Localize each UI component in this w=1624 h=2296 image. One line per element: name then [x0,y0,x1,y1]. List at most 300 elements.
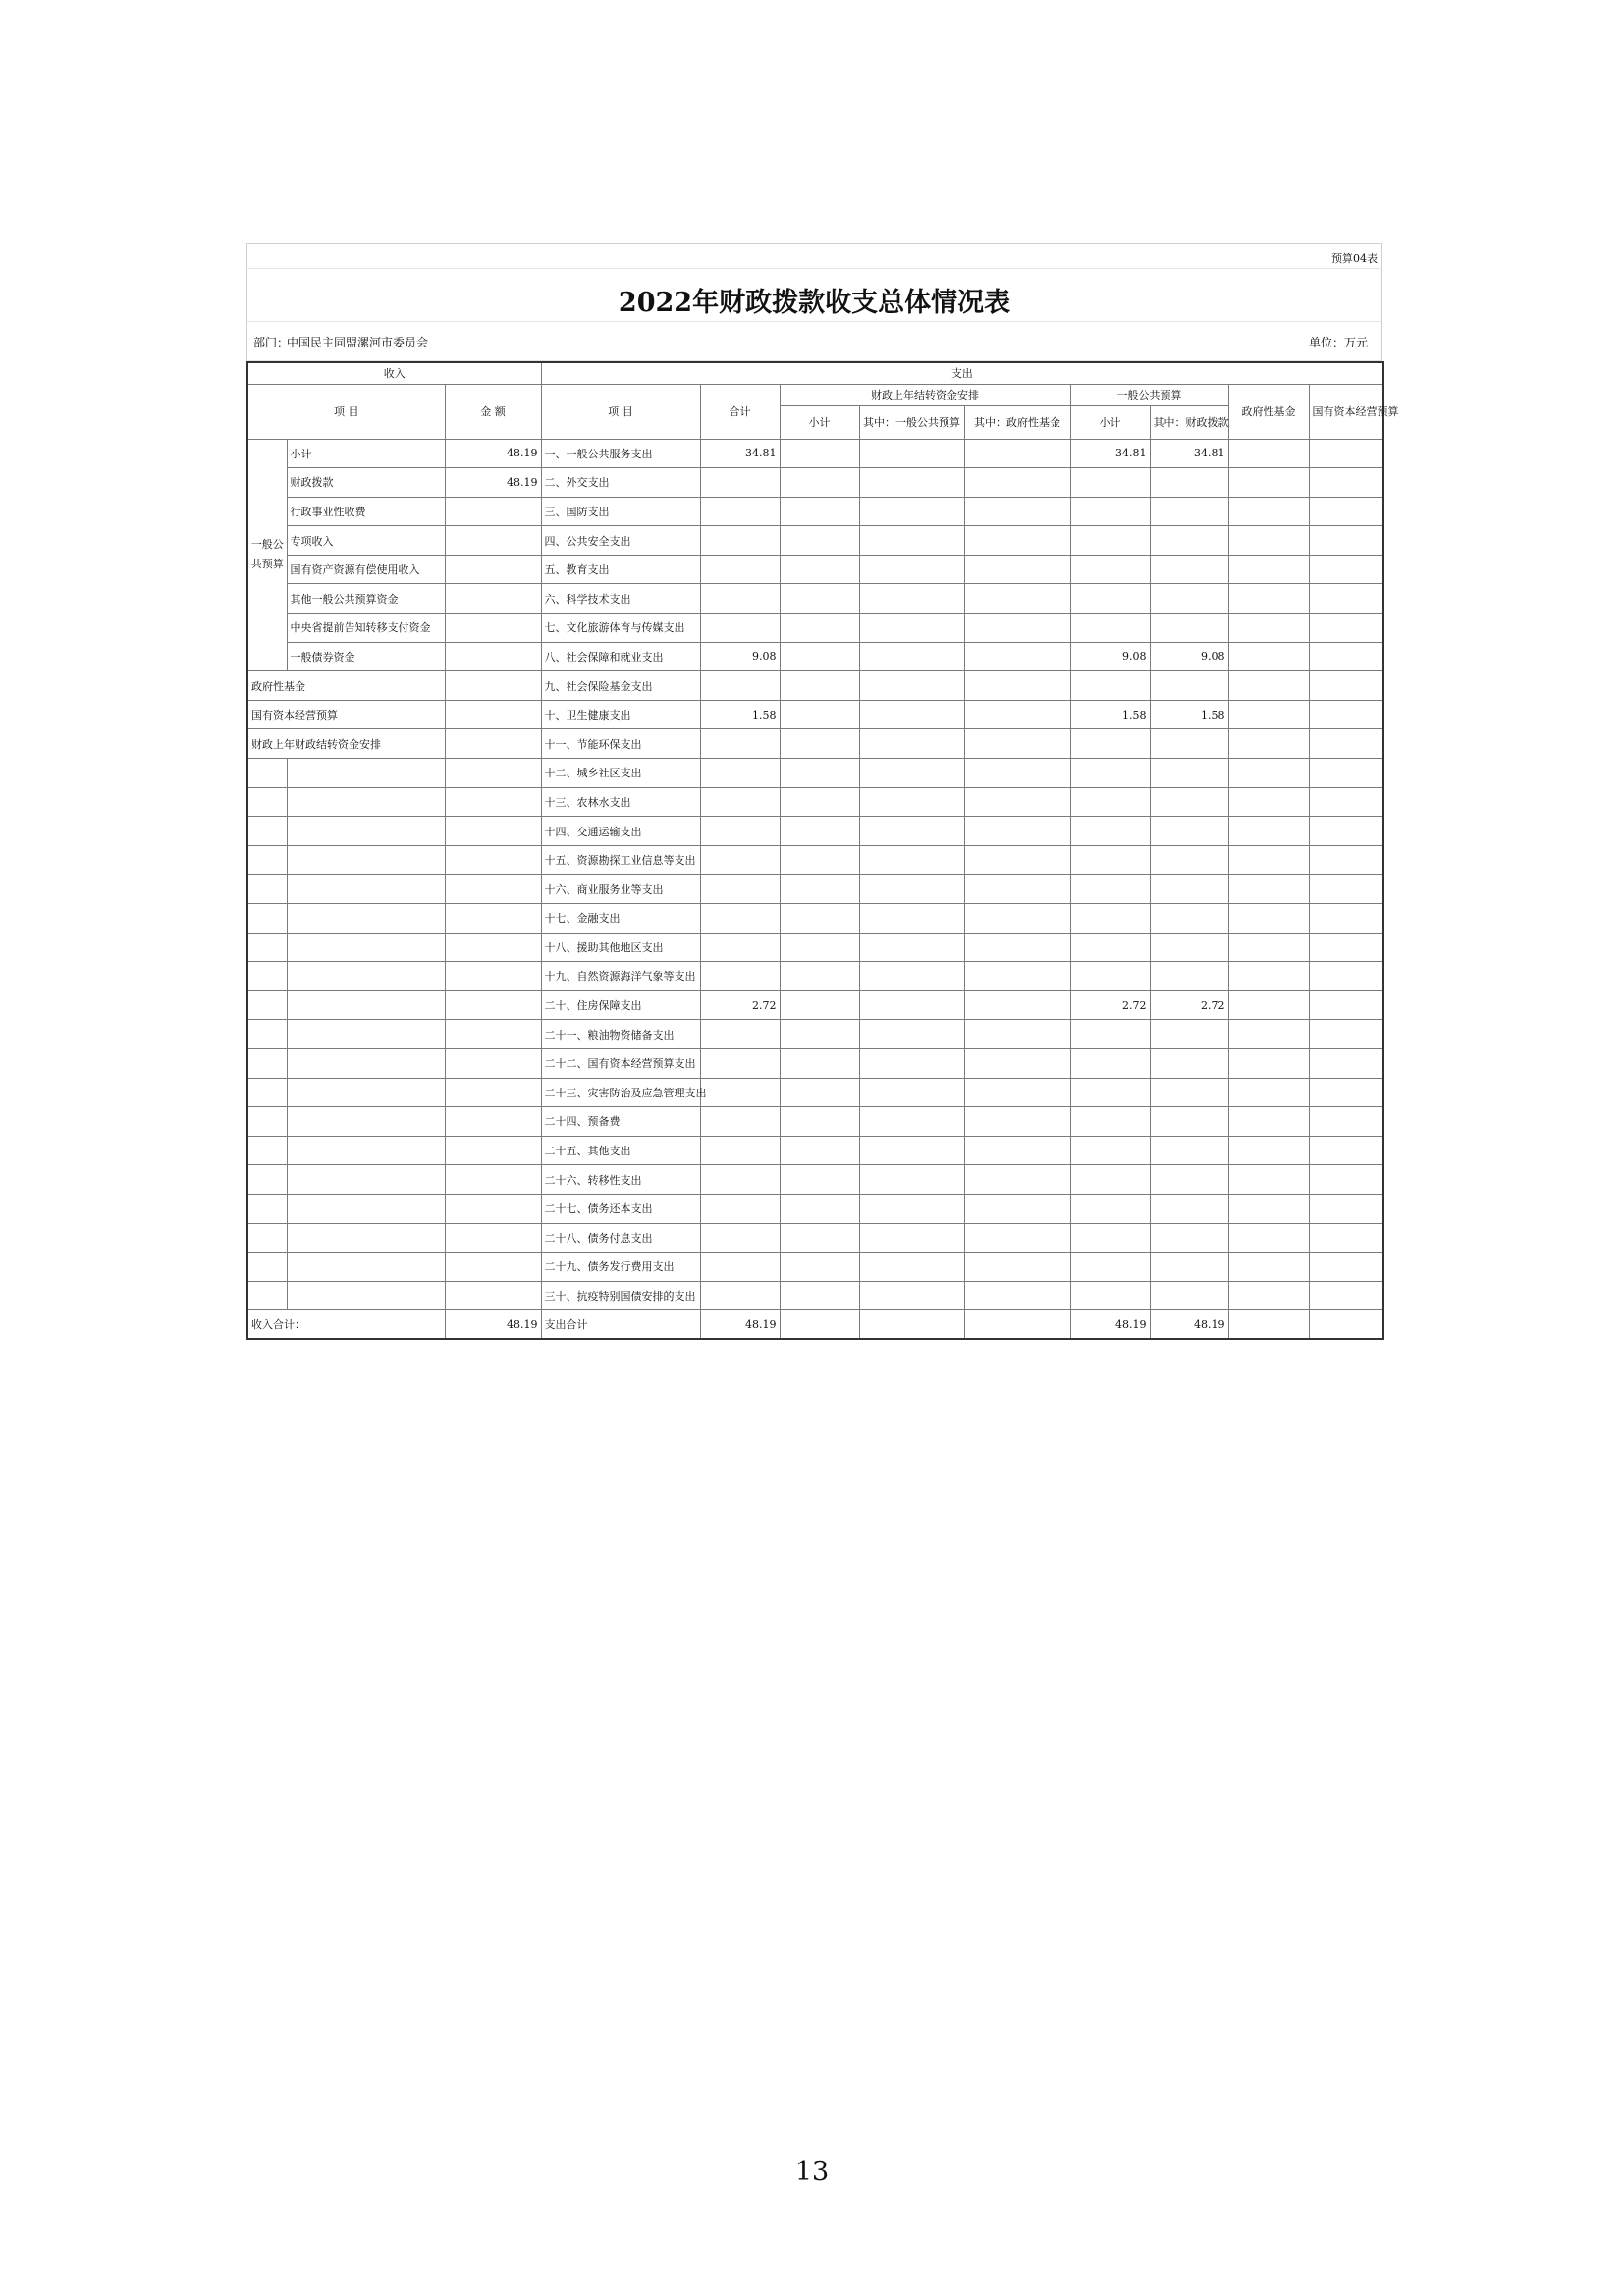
carryover-subtotal [780,817,859,846]
state-capital-value [1309,1253,1383,1282]
expense-total [700,933,780,962]
carryover-subtotal [780,729,859,759]
carryover-general [859,1310,964,1340]
state-capital-value [1309,1281,1383,1310]
expense-item: 八、社会保障和就业支出 [541,642,700,671]
income-item [287,1107,445,1137]
general-fiscal [1150,584,1228,614]
gov-fund-value [1228,671,1309,701]
general-fiscal [1150,497,1228,526]
general-subtotal: 9.08 [1070,642,1150,671]
gov-fund-value [1228,759,1309,788]
expense-item: 十一、节能环保支出 [541,729,700,759]
expense-total [700,1281,780,1310]
gov-fund-value [1228,729,1309,759]
general-fiscal [1150,729,1228,759]
income-amount [445,642,541,671]
general-fiscal [1150,817,1228,846]
general-fiscal [1150,468,1228,498]
carryover-gov-fund [964,614,1070,643]
gov-fund-value [1228,439,1309,468]
income-item [287,1223,445,1253]
carryover-subtotal [780,1223,859,1253]
carryover-general [859,1281,964,1310]
carryover-gov-fund [964,1020,1070,1049]
carryover-subtotal [780,1165,859,1195]
income-item [287,817,445,846]
gov-fund-value [1228,1281,1309,1310]
expense-total [700,1020,780,1049]
gov-fund-value [1228,584,1309,614]
gov-fund-value [1228,1194,1309,1223]
general-fiscal [1150,1253,1228,1282]
carryover-gov-fund [964,1194,1070,1223]
expense-total [700,526,780,556]
page-title: 2022年财政拨款收支总体情况表 [618,288,1011,318]
state-capital-value [1309,584,1383,614]
general-subtotal [1070,614,1150,643]
carryover-general [859,642,964,671]
expense-total [700,759,780,788]
expense-item: 二十五、其他支出 [541,1136,700,1165]
header-row-1 [247,362,1383,384]
gov-fund-value [1228,990,1309,1020]
expense-total: 34.81 [700,439,780,468]
carryover-subtotal [780,933,859,962]
state-capital-value [1309,759,1383,788]
general-subtotal [1070,468,1150,498]
income-amount [445,1020,541,1049]
gov-fund-value [1228,962,1309,991]
expense-item: 十七、金融支出 [541,904,700,934]
state-capital-value [1309,1078,1383,1107]
state-capital-value [1309,642,1383,671]
carryover-gov-fund [964,875,1070,904]
carryover-gov-fund [964,759,1070,788]
gov-fund-value [1228,555,1309,584]
expense-total [700,1048,780,1078]
income-amount [445,1281,541,1310]
state-capital-value [1309,904,1383,934]
income-item: 小计 [287,439,445,468]
header-subtotal: 小计 [780,405,859,439]
carryover-subtotal [780,1048,859,1078]
general-subtotal [1070,497,1150,526]
state-capital-value [1309,700,1383,729]
table-row [247,1136,1383,1165]
general-fiscal [1150,1078,1228,1107]
state-capital-value [1309,875,1383,904]
general-subtotal [1070,526,1150,556]
general-subtotal [1070,555,1150,584]
income-category: 一般公共预算 [247,439,287,671]
expense-item: 六、科学技术支出 [541,584,700,614]
general-subtotal [1070,1078,1150,1107]
header-general-budget: 一般公共预算 [1070,384,1228,405]
budget-table [246,361,1399,1340]
expense-item: 十五、资源勘探工业信息等支出 [541,845,700,875]
sheet-tag-row [246,243,1382,269]
state-capital-value [1309,962,1383,991]
carryover-general [859,933,964,962]
gov-fund-total [1228,1310,1309,1340]
gov-fund-value [1228,1048,1309,1078]
carryover-subtotal [780,990,859,1020]
carryover-general [859,904,964,934]
carryover-general [859,584,964,614]
general-fiscal [1150,845,1228,875]
carryover-gov-fund [964,904,1070,934]
income-spacer [247,787,287,817]
income-item [287,1194,445,1223]
expense-total [700,962,780,991]
table-row [247,700,1383,729]
carryover-general [859,526,964,556]
general-subtotal [1070,1136,1150,1165]
dept-row [246,322,1382,361]
general-subtotal [1070,904,1150,934]
general-subtotal [1070,933,1150,962]
income-item [287,1020,445,1049]
page-number: 13 [794,2157,830,2187]
income-item: 国有资本经营预算 [247,700,445,729]
table-row [247,497,1383,526]
carryover-subtotal [780,1020,859,1049]
income-amount [445,1223,541,1253]
table-row [247,642,1383,671]
state-capital-value [1309,468,1383,498]
header-of-fiscal: 其中：财政拨款 [1150,405,1228,439]
general-fiscal: 9.08 [1150,642,1228,671]
income-item: 中央省提前告知转移支付资金 [287,614,445,643]
income-item [287,1048,445,1078]
income-item [287,1281,445,1310]
income-amount [445,497,541,526]
gov-fund-value [1228,1136,1309,1165]
header-expense-item: 项 目 [541,384,700,439]
income-amount [445,1194,541,1223]
income-spacer [247,1107,287,1137]
gov-fund-value [1228,904,1309,934]
expense-total [700,1078,780,1107]
income-item [287,1253,445,1282]
income-amount [445,759,541,788]
carryover-subtotal [780,671,859,701]
general-fiscal: 2.72 [1150,990,1228,1020]
income-spacer [247,1078,287,1107]
carryover-subtotal [780,497,859,526]
income-item: 一般债券资金 [287,642,445,671]
state-capital-value [1309,1165,1383,1195]
table-row [247,468,1383,498]
expense-total [700,555,780,584]
expense-total: 2.72 [700,990,780,1020]
general-subtotal [1070,1165,1150,1195]
income-amount [445,817,541,846]
table-row [247,787,1383,817]
totals-row [247,1310,1383,1340]
state-capital-value [1309,933,1383,962]
carryover-gov-fund [964,1281,1070,1310]
dept-name: 中国民主同盟漯河市委员会 [287,336,429,349]
income-amount [445,526,541,556]
table-row [247,584,1383,614]
dept-label: 部门： [253,336,290,349]
income-item [287,933,445,962]
carryover-gov-fund [964,1223,1070,1253]
income-spacer [247,990,287,1020]
table-row [247,1165,1383,1195]
carryover-gov-fund [964,497,1070,526]
income-amount [445,787,541,817]
expense-total [700,468,780,498]
carryover-general [859,1223,964,1253]
expense-item: 二十六、转移性支出 [541,1165,700,1195]
carryover-general [859,875,964,904]
expense-item: 二十二、国有资本经营预算支出 [541,1048,700,1078]
carryover-general [859,439,964,468]
carryover-general [859,759,964,788]
gov-fund-value [1228,642,1309,671]
carryover-subtotal [780,700,859,729]
carryover-subtotal [780,1281,859,1310]
carryover-gov-fund [964,1078,1070,1107]
income-item: 财政上年财政结转资金安排 [247,729,445,759]
general-subtotal [1070,759,1150,788]
income-amount [445,614,541,643]
expense-item: 十四、交通运输支出 [541,817,700,846]
table-row [247,845,1383,875]
gov-fund-value [1228,1253,1309,1282]
income-amount [445,700,541,729]
income-amount [445,990,541,1020]
carryover-gov-fund [964,439,1070,468]
income-spacer [247,845,287,875]
expense-total [700,497,780,526]
expense-total [700,614,780,643]
general-subtotal [1070,962,1150,991]
header-of-gov-fund: 其中：政府性基金 [964,405,1070,439]
state-capital-value [1309,555,1383,584]
general-subtotal [1070,729,1150,759]
table-row [247,962,1383,991]
expense-item: 二十、住房保障支出 [541,990,700,1020]
expense-item: 十、卫生健康支出 [541,700,700,729]
carryover-general [859,1078,964,1107]
general-fiscal: 1.58 [1150,700,1228,729]
carryover-gov-fund [964,729,1070,759]
carryover-gov-fund [964,787,1070,817]
carryover-general [859,1253,964,1282]
carryover-gov-fund [964,1310,1070,1340]
income-spacer [247,1223,287,1253]
header-row-2 [247,384,1383,405]
table-row [247,555,1383,584]
income-item: 其他一般公共预算资金 [287,584,445,614]
carryover-subtotal [780,1136,859,1165]
header-carryover: 财政上年结转资金安排 [780,384,1070,405]
general-subtotal [1070,1281,1150,1310]
general-fiscal [1150,555,1228,584]
income-amount [445,729,541,759]
general-fiscal [1150,1165,1228,1195]
gov-fund-value [1228,497,1309,526]
general-fiscal [1150,933,1228,962]
expense-total [700,1136,780,1165]
carryover-gov-fund [964,1165,1070,1195]
table-row [247,933,1383,962]
income-item: 财政拨款 [287,468,445,498]
carryover-subtotal [780,614,859,643]
expense-total: 1.58 [700,700,780,729]
income-item: 国有资产资源有偿使用收入 [287,555,445,584]
carryover-subtotal [780,1107,859,1137]
general-subtotal [1070,1048,1150,1078]
income-amount [445,962,541,991]
table-row [247,439,1383,468]
expense-total [700,1165,780,1195]
general-subtotal [1070,1253,1150,1282]
gov-fund-value [1228,614,1309,643]
general-subtotal: 2.72 [1070,990,1150,1020]
expense-total [700,845,780,875]
expense-total-label: 支出合计 [541,1310,700,1340]
carryover-general [859,614,964,643]
expense-item: 二十八、债务付息支出 [541,1223,700,1253]
general-subtotal: 34.81 [1070,439,1150,468]
expense-item: 二十一、粮油物资储备支出 [541,1020,700,1049]
expense-item: 二、外交支出 [541,468,700,498]
expense-total [700,1253,780,1282]
carryover-subtotal [780,555,859,584]
carryover-general [859,817,964,846]
income-item [287,962,445,991]
income-item [287,904,445,934]
general-fiscal [1150,759,1228,788]
state-capital-value [1309,787,1383,817]
state-capital-value [1309,1136,1383,1165]
income-amount [445,671,541,701]
header-item: 项 目 [247,384,445,439]
expense-item: 二十七、债务还本支出 [541,1194,700,1223]
sheet-tag: 预算04表 [1331,252,1378,265]
general-fiscal [1150,614,1228,643]
income-item [287,875,445,904]
state-capital-value [1309,1107,1383,1137]
expense-item: 二十九、债务发行费用支出 [541,1253,700,1282]
general-subtotal [1070,1223,1150,1253]
table-row [247,1194,1383,1223]
state-capital-value [1309,817,1383,846]
expense-total [700,1194,780,1223]
general-fiscal [1150,962,1228,991]
carryover-general [859,1136,964,1165]
table-row [247,817,1383,846]
income-spacer [247,1020,287,1049]
expense-total [700,584,780,614]
general-subtotal [1070,671,1150,701]
state-capital-value [1309,1223,1383,1253]
carryover-gov-fund [964,1048,1070,1078]
carryover-subtotal [780,642,859,671]
gov-fund-value [1228,875,1309,904]
table-row [247,614,1383,643]
carryover-subtotal [780,759,859,788]
income-item [287,1136,445,1165]
income-amount: 48.19 [445,439,541,468]
state-capital-value [1309,614,1383,643]
header-income: 收入 [247,362,541,384]
expense-total [700,671,780,701]
header-expense: 支出 [541,362,1383,384]
carryover-subtotal [780,904,859,934]
carryover-gov-fund [964,1107,1070,1137]
carryover-general [859,1194,964,1223]
carryover-general [859,1020,964,1049]
header-state-capital: 国有资本经营预算 [1309,384,1383,439]
carryover-gov-fund [964,468,1070,498]
carryover-subtotal [780,875,859,904]
carryover-gov-fund [964,817,1070,846]
table-row [247,1223,1383,1253]
expense-total: 9.08 [700,642,780,671]
income-spacer [247,1165,287,1195]
expense-total [700,875,780,904]
expense-item: 十九、自然资源海洋气象等支出 [541,962,700,991]
general-fiscal [1150,671,1228,701]
general-fiscal [1150,1020,1228,1049]
income-spacer [247,759,287,788]
carryover-gov-fund [964,584,1070,614]
expense-item: 三十、抗疫特别国债安排的支出 [541,1281,700,1310]
carryover-gov-fund [964,1136,1070,1165]
carryover-gov-fund [964,671,1070,701]
expense-grand-total: 48.19 [700,1310,780,1340]
header-total: 合计 [700,384,780,439]
state-capital-value [1309,1194,1383,1223]
income-amount [445,1048,541,1078]
expense-item: 十二、城乡社区支出 [541,759,700,788]
income-item: 政府性基金 [247,671,445,701]
carryover-general [859,497,964,526]
carryover-general [859,729,964,759]
income-spacer [247,1253,287,1282]
carryover-gov-fund [964,990,1070,1020]
general-subtotal: 1.58 [1070,700,1150,729]
table-row [247,729,1383,759]
carryover-subtotal [780,845,859,875]
income-amount [445,1078,541,1107]
carryover-subtotal [780,1078,859,1107]
income-amount [445,555,541,584]
income-item [287,787,445,817]
table-row [247,1078,1383,1107]
expense-item: 四、公共安全支出 [541,526,700,556]
header-gov-fund: 政府性基金 [1228,384,1309,439]
income-item [287,1165,445,1195]
general-fiscal [1150,1223,1228,1253]
income-spacer [247,1194,287,1223]
title-row [246,269,1382,322]
income-item [287,759,445,788]
state-capital-value [1309,1048,1383,1078]
state-capital-value [1309,671,1383,701]
income-item [287,845,445,875]
income-total-label: 收入合计： [247,1310,445,1340]
income-amount [445,1165,541,1195]
general-subtotal [1070,1194,1150,1223]
carryover-gov-fund [964,555,1070,584]
